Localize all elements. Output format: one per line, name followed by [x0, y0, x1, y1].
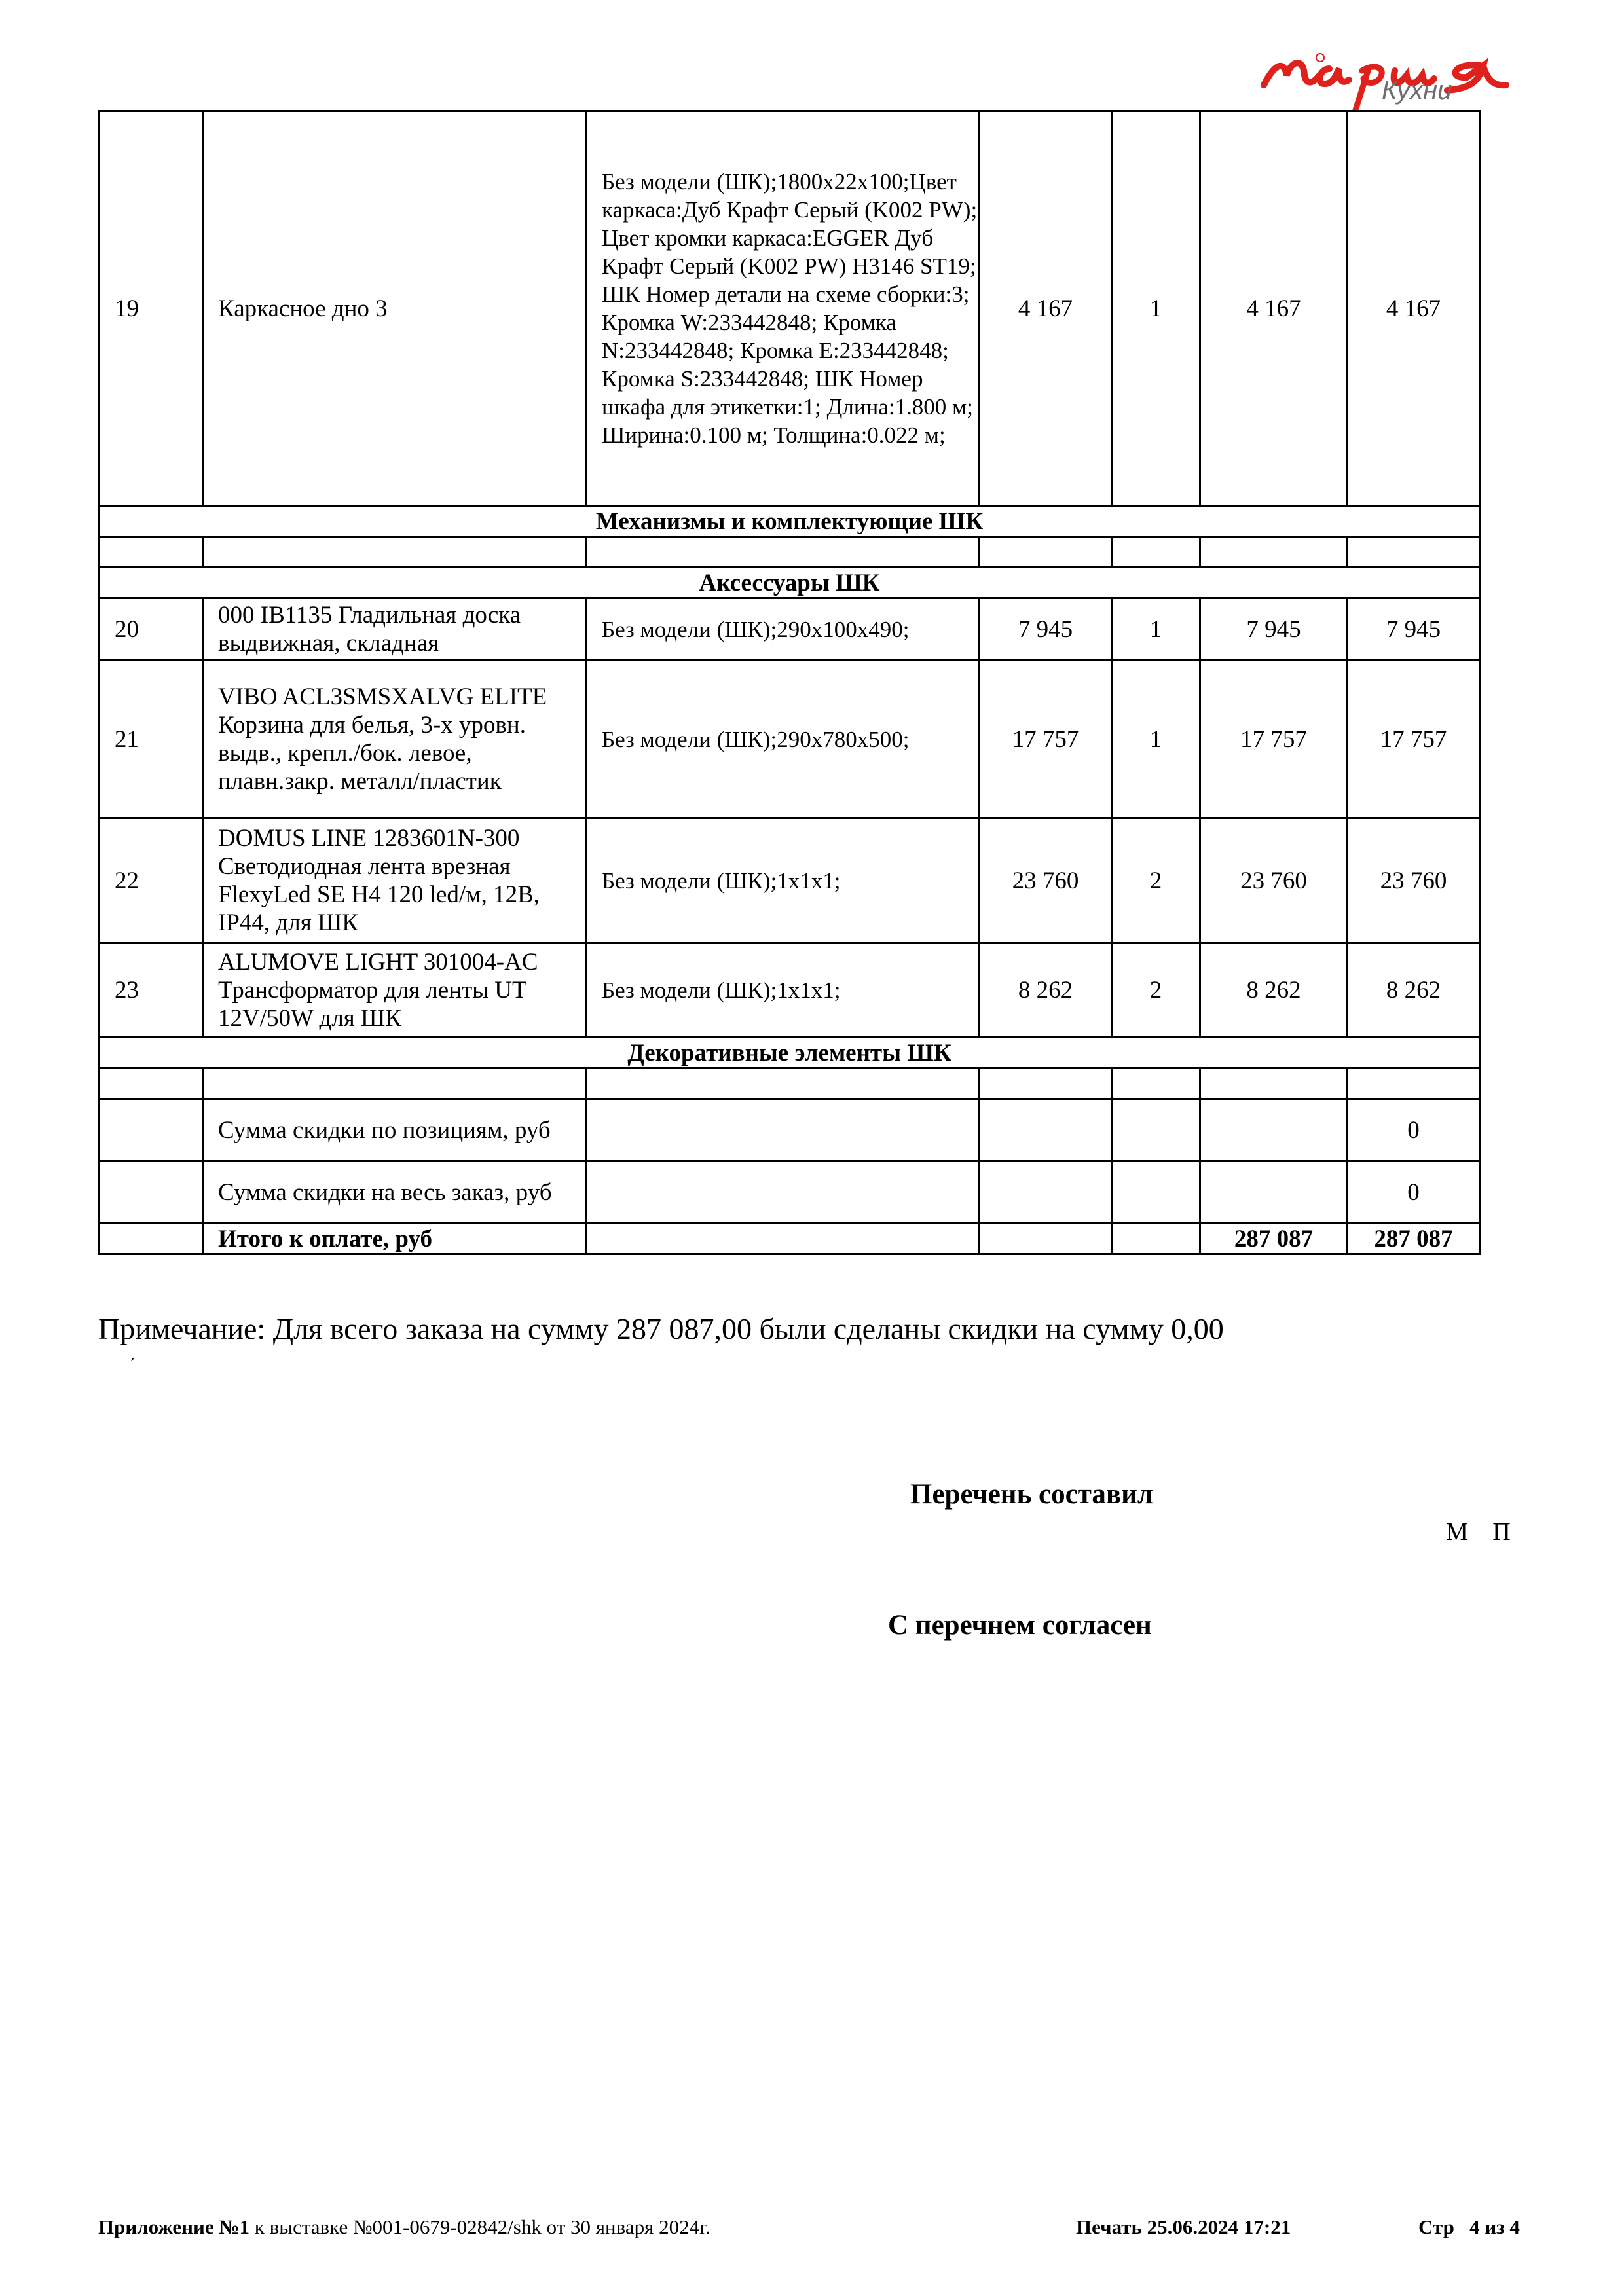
row-number: 20 — [100, 598, 203, 661]
item-sum: 17 757 — [1200, 661, 1348, 818]
stamp-place-label: М П — [1446, 1518, 1520, 1546]
footer-appendix-rest: к выставке №001-0679-02842/shk от 30 января 2024г. — [249, 2215, 711, 2238]
item-name: VIBO ACL3SMSXALVG ELITE Корзина для белья, 3-х уровн. выдв., крепл./бок. левое, плавн.закр. металл/пластик — [203, 661, 587, 818]
item-total: 17 757 — [1348, 661, 1480, 818]
item-price: 7 945 — [980, 598, 1112, 661]
discount-order-row — [100, 1161, 1480, 1224]
row-number: 23 — [100, 943, 203, 1038]
section-mechanisms: Механизмы и комплектующие ШК — [100, 506, 1480, 537]
discount-items-label: Сумма скидки по позициям, руб — [203, 1099, 587, 1161]
item-name: 000 IB1135 Гладильная доска выдвижная, складная — [203, 598, 587, 661]
section-header-row — [100, 506, 1480, 537]
discount-order-value: 0 — [1348, 1161, 1480, 1224]
item-qty: 1 — [1112, 598, 1200, 661]
grand-total-label: Итого к оплате, руб — [203, 1224, 587, 1254]
empty-row — [100, 1068, 1480, 1099]
grand-total-row — [100, 1224, 1480, 1254]
grand-total-total: 287 087 — [1348, 1224, 1480, 1254]
item-description: Без модели (ШК);1x1x1; — [587, 818, 980, 943]
grand-total-sum: 287 087 — [1200, 1224, 1348, 1254]
discount-items-row — [100, 1099, 1480, 1161]
row-number: 19 — [100, 111, 203, 506]
footer-print-date: Печать 25.06.2024 17:21 — [1076, 2215, 1291, 2238]
section-header-row — [100, 568, 1480, 598]
item-qty: 2 — [1112, 943, 1200, 1038]
section-decor: Декоративные элементы ШК — [100, 1038, 1480, 1068]
item-qty: 1 — [1112, 111, 1200, 506]
note-mark: ´ — [130, 1355, 136, 1374]
table-row — [100, 818, 1480, 943]
item-total: 8 262 — [1348, 943, 1480, 1038]
item-name: DOMUS LINE 1283601N-300 Светодиодная лента врезная FlexyLed SE H4 120 led/м, 12В, IP44, для ШК — [203, 818, 587, 943]
item-sum: 23 760 — [1200, 818, 1348, 943]
table-row — [100, 598, 1480, 661]
item-sum: 8 262 — [1200, 943, 1348, 1038]
footer-appendix-bold: Приложение №1 — [98, 2215, 250, 2238]
logo-subtitle: Кухни — [1382, 76, 1452, 105]
agreed-label: С перечнем согласен — [888, 1610, 1152, 1641]
table-row — [100, 661, 1480, 818]
section-accessories: Аксессуары ШК — [100, 568, 1480, 598]
item-total: 23 760 — [1348, 818, 1480, 943]
table-row — [100, 111, 1480, 506]
discount-items-value: 0 — [1348, 1099, 1480, 1161]
specification-table — [98, 110, 1481, 1255]
item-total: 4 167 — [1348, 111, 1480, 506]
empty-row — [100, 537, 1480, 568]
item-sum: 4 167 — [1200, 111, 1348, 506]
compiled-by-label: Перечень составил — [910, 1479, 1154, 1510]
footer-page-number: Стр 4 из 4 — [1418, 2215, 1520, 2238]
discount-note: Примечание: Для всего заказа на сумму 287 087,00 были сделаны скидки на сумму 0,00 — [98, 1312, 1224, 1345]
footer-appendix — [98, 2215, 710, 2239]
item-price: 17 757 — [980, 661, 1112, 818]
item-price: 23 760 — [980, 818, 1112, 943]
item-name: ALUMOVE LIGHT 301004-AC Трансформатор для ленты UT 12V/50W для ШК — [203, 943, 587, 1038]
discount-order-label: Сумма скидки на весь заказ, руб — [203, 1161, 587, 1224]
item-total: 7 945 — [1348, 598, 1480, 661]
item-description: Без модели (ШК);1800x22x100;Цвет каркаса:Дуб Крафт Серый (K002 PW); Цвет кромки каркаса:EGGER Дуб Крафт Серый (K002 PW) H3146 ST19; ШК Номер детали на схеме сборки:3; Кромка W:233442848; Кромка N:233442848; Кромка E:233442848; Кромка S:233442848; ШК Номер шкафа для этикетки:1; Длина:1.800 м; Ширина:0.100 м; Толщина:0.022 м; — [587, 111, 980, 506]
item-name: Каркасное дно 3 — [203, 111, 587, 506]
row-number: 22 — [100, 818, 203, 943]
item-description: Без модели (ШК);290x780x500; — [587, 661, 980, 818]
table-row — [100, 943, 1480, 1038]
item-description: Без модели (ШК);290x100x490; — [587, 598, 980, 661]
item-price: 4 167 — [980, 111, 1112, 506]
item-price: 8 262 — [980, 943, 1112, 1038]
row-number: 21 — [100, 661, 203, 818]
item-qty: 2 — [1112, 818, 1200, 943]
item-qty: 1 — [1112, 661, 1200, 818]
section-header-row — [100, 1038, 1480, 1068]
item-sum: 7 945 — [1200, 598, 1348, 661]
item-description: Без модели (ШК);1x1x1; — [587, 943, 980, 1038]
